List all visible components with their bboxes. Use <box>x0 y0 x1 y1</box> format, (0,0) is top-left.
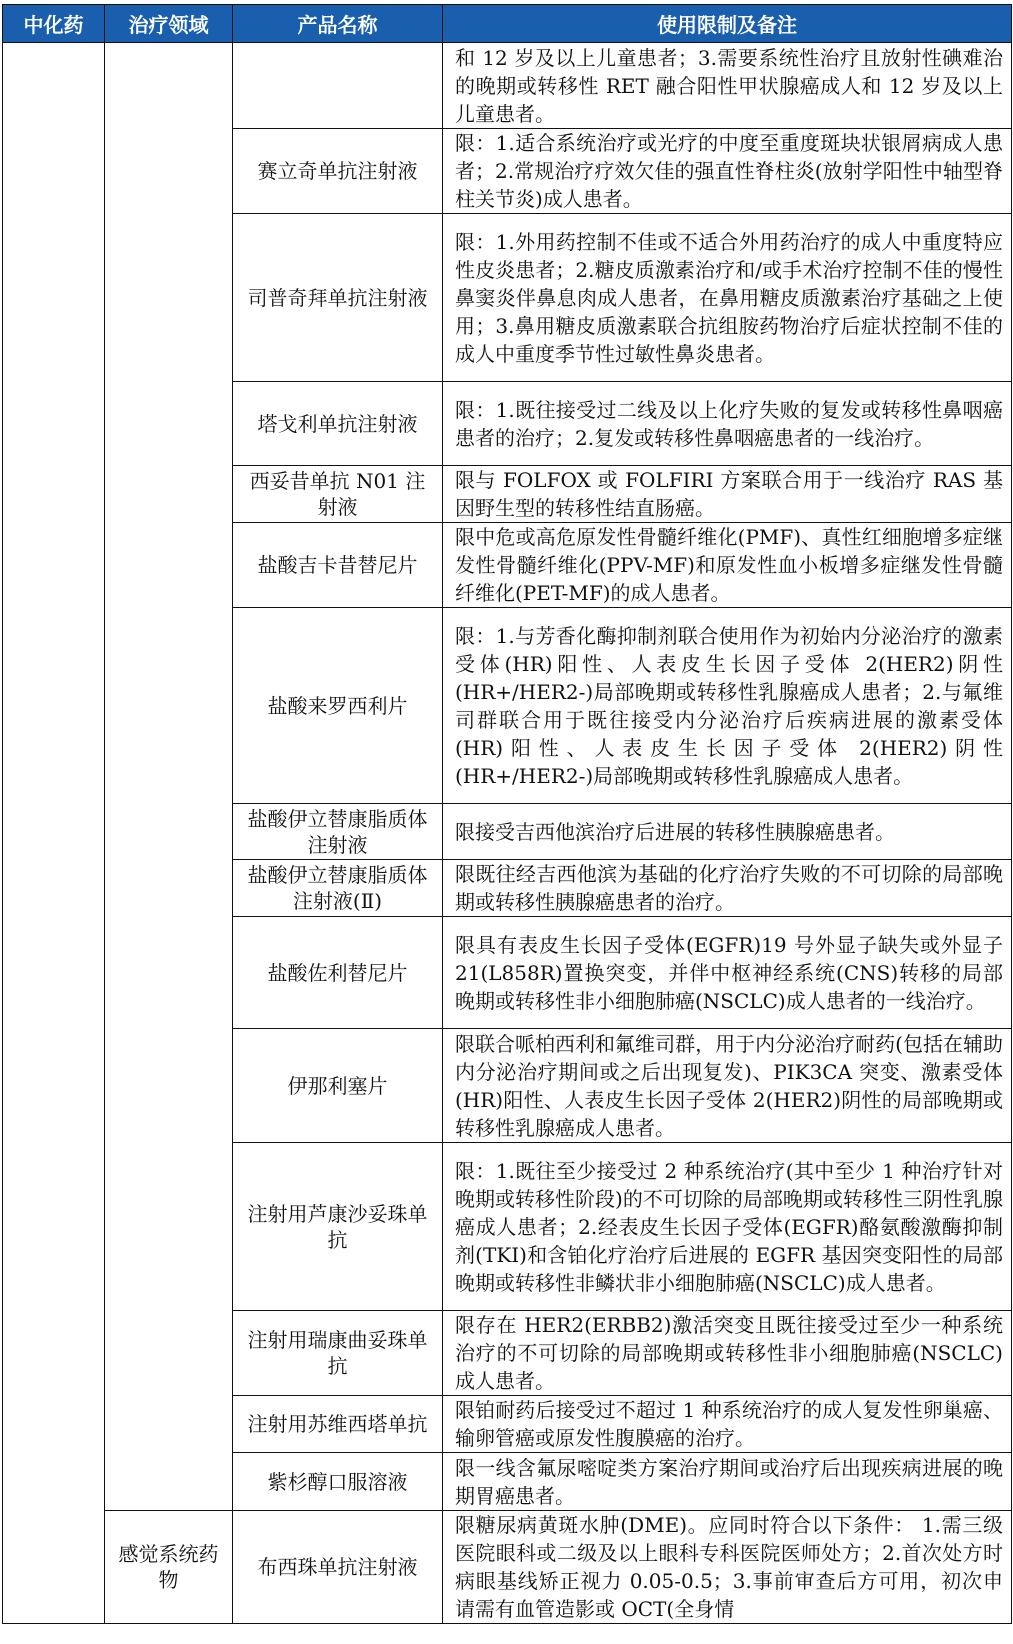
restriction-note: 限：1.既往接受过二线及以上化疗失败的复发或转移性鼻咽癌患者的治疗；2.复发或转移性鼻咽癌患者的一线治疗。 <box>443 382 1012 466</box>
product-name: 注射用苏维西塔单抗 <box>233 1396 443 1453</box>
product-name: 盐酸吉卡昔替尼片 <box>233 523 443 608</box>
product-name: 盐酸来罗西利片 <box>233 608 443 804</box>
restriction-note: 限：1.适合系统治疗或光疗的中度至重度斑块状银屑病成人患者；2.常规治疗疗效欠佳的强直性脊柱炎(放射学阳性中轴型脊柱关节炎)成人患者。 <box>443 129 1012 214</box>
product-name <box>233 43 443 129</box>
header-restrictions: 使用限制及备注 <box>443 5 1012 43</box>
product-name: 布西珠单抗注射液 <box>233 1511 443 1624</box>
header-category-chem: 中化药 <box>3 5 105 43</box>
restriction-note: 限中危或高危原发性骨髓纤维化(PMF)、真性红细胞增多症继发性骨髓纤维化(PPV-MF)和原发性血小板增多症继发性骨髓纤维化(PET-MF)的成人患者。 <box>443 523 1012 608</box>
product-name: 紫杉醇口服溶液 <box>233 1453 443 1511</box>
restriction-note: 限联合哌柏西利和氟维司群，用于内分泌治疗耐药(包括在辅助内分泌治疗期间或之后出现复发)、PIK3CA 突变、激素受体(HR)阳性、人表皮生长因子受体 2(HER2)阴性的局部晚期或转移性乳腺癌成人患者。 <box>443 1029 1012 1143</box>
restriction-note: 限糖尿病黄斑水肿(DME)。应同时符合以下条件： 1.需三级医院眼科或二级及以上眼科专科医院医师处方；2.首次处方时病眼基线矫正视力 0.05-0.5；3.事前审查后方可用，初次申请需有血管造影或 OCT(全身情 <box>443 1511 1012 1624</box>
restriction-note: 限接受吉西他滨治疗后进展的转移性胰腺癌患者。 <box>443 804 1012 860</box>
therapy-area-label: 感觉系统药物 <box>105 1511 233 1624</box>
product-name: 盐酸伊立替康脂质体注射液 <box>233 804 443 860</box>
product-name: 司普奇拜单抗注射液 <box>233 214 443 382</box>
drug-table <box>2 4 1012 1624</box>
table-row <box>3 43 1012 129</box>
header-therapy-area: 治疗领域 <box>105 5 233 43</box>
product-name: 盐酸佐利替尼片 <box>233 917 443 1029</box>
category-cell <box>3 43 105 1624</box>
restriction-note: 限：1.与芳香化酶抑制剂联合使用作为初始内分泌治疗的激素受体(HR)阳性、人表皮生长因子受体 2(HER2)阴性(HR+/HER2-)局部晚期或转移性乳腺癌成人患者；2.与氟维司群联合用于既往接受内分泌治疗后疾病进展的激素受体(HR)阳性、人表皮生长因子受体 2(HER2)阴性(HR+/HER2-)局部晚期或转移性乳腺癌成人患者。 <box>443 608 1012 804</box>
restriction-note: 限一线含氟尿嘧啶类方案治疗期间或治疗后出现疾病进展的晚期胃癌患者。 <box>443 1453 1012 1511</box>
product-name: 注射用瑞康曲妥珠单抗 <box>233 1311 443 1396</box>
restriction-note: 限：1.外用药控制不佳或不适合外用药治疗的成人中重度特应性皮炎患者；2.糖皮质激素治疗和/或手术治疗控制不佳的慢性鼻窦炎伴鼻息肉成人患者，在鼻用糖皮质激素治疗基础之上使用；3.鼻用糖皮质激素联合抗组胺药物治疗后症状控制不佳的成人中重度季节性过敏性鼻炎患者。 <box>443 214 1012 382</box>
header-row <box>3 5 1012 43</box>
therapy-area-cell <box>105 43 233 1511</box>
restriction-note: 限铂耐药后接受过不超过 1 种系统治疗的成人复发性卵巢癌、输卵管癌或原发性腹膜癌的治疗。 <box>443 1396 1012 1453</box>
restriction-note: 限与 FOLFOX 或 FOLFIRI 方案联合用于一线治疗 RAS 基因野生型的转移性结直肠癌。 <box>443 466 1012 523</box>
product-name: 西妥昔单抗 N01 注射液 <box>233 466 443 523</box>
header-product-name: 产品名称 <box>233 5 443 43</box>
restriction-note: 限既往经吉西他滨为基础的化疗治疗失败的不可切除的局部晚期或转移性胰腺癌患者的治疗。 <box>443 860 1012 917</box>
product-name: 伊那利塞片 <box>233 1029 443 1143</box>
table-row <box>3 1511 1012 1624</box>
product-name: 注射用芦康沙妥珠单抗 <box>233 1143 443 1311</box>
product-name: 塔戈利单抗注射液 <box>233 382 443 466</box>
restriction-note: 限存在 HER2(ERBB2)激活突变且既往接受过至少一种系统治疗的不可切除的局部晚期或转移性非小细胞肺癌(NSCLC)成人患者。 <box>443 1311 1012 1396</box>
product-name: 赛立奇单抗注射液 <box>233 129 443 214</box>
restriction-note: 限具有表皮生长因子受体(EGFR)19 号外显子缺失或外显子 21(L858R)置换突变，并伴中枢神经系统(CNS)转移的局部晚期或转移性非小细胞肺癌(NSCLC)成人患者的一线治疗。 <box>443 917 1012 1029</box>
restriction-note: 和 12 岁及以上儿童患者；3.需要系统性治疗且放射性碘难治的晚期或转移性 RET 融合阳性甲状腺癌成人和 12 岁及以上儿童患者。 <box>443 43 1012 129</box>
product-name: 盐酸伊立替康脂质体注射液(Ⅱ) <box>233 860 443 917</box>
restriction-note: 限：1.既往至少接受过 2 种系统治疗(其中至少 1 种治疗针对晚期或转移性阶段)的不可切除的局部晚期或转移性三阴性乳腺癌成人患者；2.经表皮生长因子受体(EGFR)酪氨酸激酶抑制剂(TKI)和含铂化疗治疗后进展的 EGFR 基因突变阳性的局部晚期或转移性非鳞状非小细胞肺癌(NSCLC)成人患者。 <box>443 1143 1012 1311</box>
